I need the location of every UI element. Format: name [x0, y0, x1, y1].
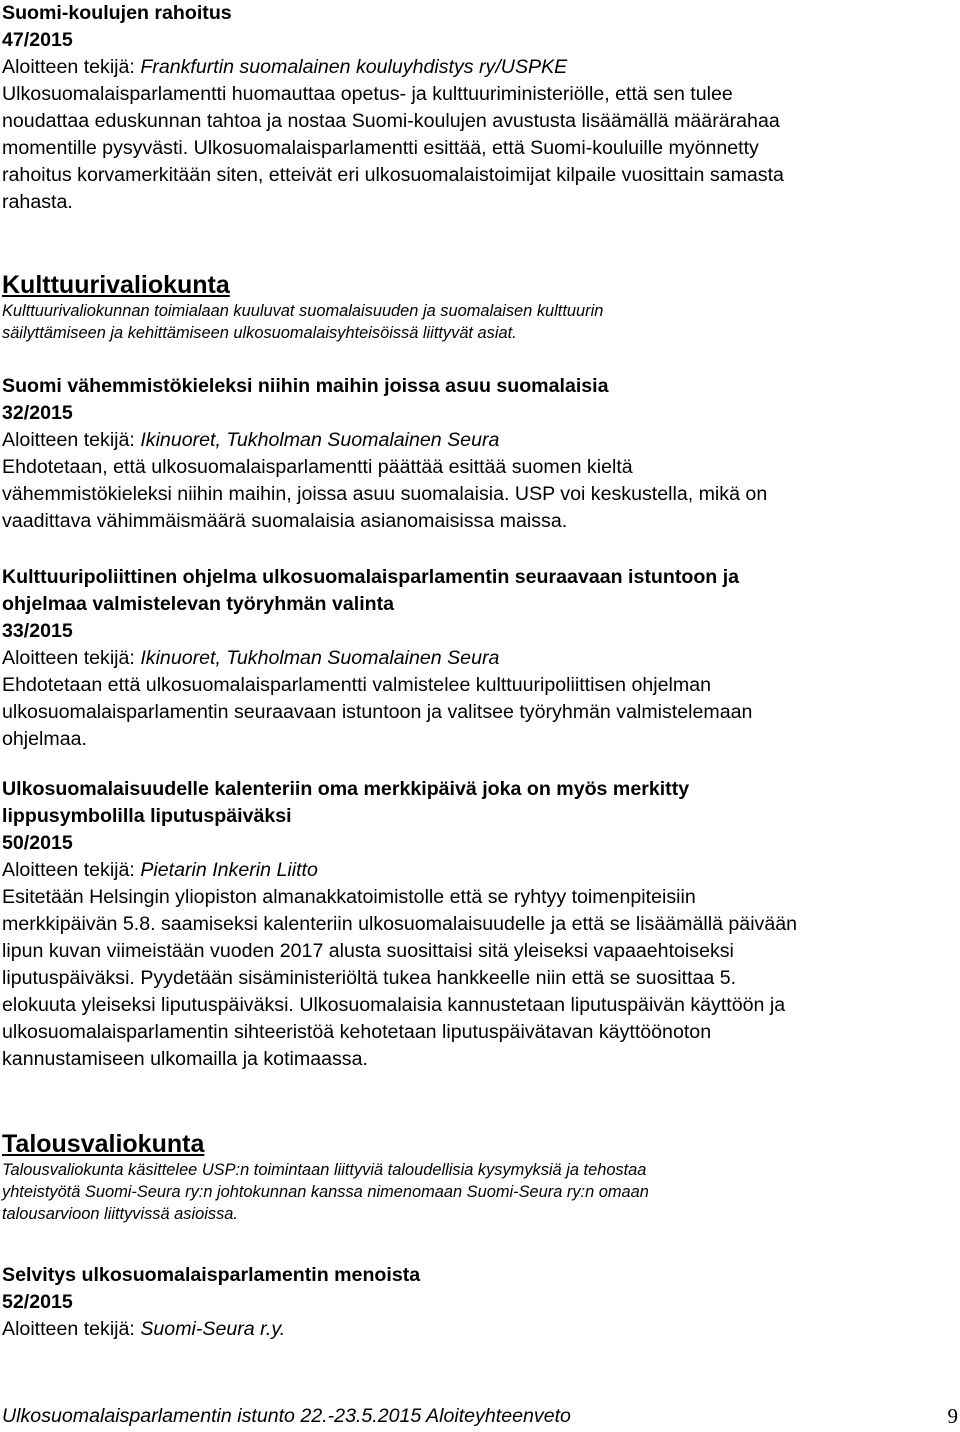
initiative-number: 50/2015: [2, 832, 73, 854]
initiator-prefix: Aloitteen tekijä:: [2, 647, 141, 669]
body-line: momentille pysyvästi. Ulkosuomalaisparlamentti esittää, että Suomi-kouluille myönnetty: [2, 137, 759, 159]
committee-kulttuurivaliokunta: [2, 270, 952, 344]
body-line: ohjelmaa.: [2, 728, 87, 750]
initiative-number: 52/2015: [2, 1291, 73, 1313]
initiative-kulttuuripoliittinen: [2, 564, 952, 753]
committee-heading: Kulttuurivaliokunta: [2, 271, 230, 299]
body-line: rahasta.: [2, 191, 73, 213]
initiative-initiator: [2, 427, 952, 454]
initiator-prefix: Aloitteen tekijä:: [2, 1318, 141, 1340]
initiative-title: ohjelmaa valmistelevan työryhmän valinta: [2, 593, 395, 615]
initiator-name: Pietarin Inkerin Liitto: [140, 859, 318, 881]
initiative-title: Ulkosuomalaisuudelle kalenteriin oma merkkipäivä joka on myös merkitty: [2, 778, 690, 800]
body-line: ulkosuomalaisparlamentin seuraavaan istuntoon ja valitsee työryhmän valmistelemaan: [2, 701, 753, 723]
initiative-title: Suomi vähemmistökieleksi niihin maihin joissa asuu suomalaisia: [2, 375, 609, 397]
committee-heading: Talousvaliokunta: [2, 1130, 205, 1158]
initiative-suomikoulut: [2, 0, 952, 216]
initiator-name: Suomi-Seura r.y.: [140, 1318, 286, 1340]
committee-description: Kulttuurivaliokunnan toimialaan kuuluvat suomalaisuuden ja suomalaisen kulttuurin: [2, 302, 604, 320]
body-line: elokuuta yleiseksi liputuspäiväksi. Ulkosuomalaisia kannustetaan liputuspäivän käyttöön ja: [2, 994, 786, 1016]
body-line: rahoitus korvamerkitään siten, etteivät eri ulkosuomalaistoimijat kilpaile vuosittain samasta: [2, 164, 784, 186]
initiative-title: Selvitys ulkosuomalaisparlamentin menoista: [2, 1264, 421, 1286]
body-line: vähemmistökieleksi niihin maihin, joissa asuu suomalaisia. USP voi keskustella, mikä on: [2, 483, 768, 505]
initiator-prefix: Aloitteen tekijä:: [2, 429, 141, 451]
initiative-number: 33/2015: [2, 620, 73, 642]
body-line: Esitetään Helsingin yliopiston almanakkatoimistolle että se ryhtyy toimenpiteisiin: [2, 886, 696, 908]
body-line: noudattaa eduskunnan tahtoa ja nostaa Suomi-koulujen avustusta lisäämällä määrärahaa: [2, 110, 780, 132]
body-line: kannustamiseen ulkomailla ja kotimaassa.: [2, 1048, 368, 1070]
committee-description: säilyttämiseen ja kehittämiseen ulkosuomalaisyhteisöissä liittyvät asiat.: [2, 324, 517, 342]
body-line: liputuspäiväksi. Pyydetään sisäministeriöltä tukea hankkeelle niin että se suosittaa 5.: [2, 967, 737, 989]
initiative-title: Kulttuuripoliittinen ohjelma ulkosuomalaisparlamentin seuraavaan istuntoon ja: [2, 566, 740, 588]
body-line: Ehdotetaan että ulkosuomalaisparlamentti valmistelee kulttuuripoliittisen ohjelman: [2, 674, 712, 696]
initiative-initiator: [2, 1316, 952, 1343]
initiative-vahemmistokieli: [2, 373, 952, 535]
body-line: Ehdotetaan, että ulkosuomalaisparlamentti päättää esittää suomen kieltä: [2, 456, 633, 478]
initiative-merkkipaiva: [2, 776, 952, 1073]
initiator-prefix: Aloitteen tekijä:: [2, 859, 141, 881]
page-footer: [2, 1402, 958, 1430]
initiator-name: Frankfurtin suomalainen kouluyhdistys ry/USPKE: [140, 56, 568, 78]
footer-title: Ulkosuomalaisparlamentin istunto 22.-23.5.2015 Aloiteyhteenveto: [2, 1405, 571, 1427]
body-line: Ulkosuomalaisparlamentti huomauttaa opetus- ja kulttuuriministeriölle, että sen tulee: [2, 83, 733, 105]
page-number: 9: [947, 1404, 958, 1428]
body-line: merkkipäivän 5.8. saamiseksi kalenteriin ulkosuomalaisuudelle ja että se lisäämällä päivään: [2, 913, 798, 935]
body-line: lipun kuvan viimeistään vuoden 2017 alusta suosittaisi sitä yleiseksi vapaaehtoiseksi: [2, 940, 734, 962]
initiative-initiator: [2, 857, 952, 884]
committee-description: Talousvaliokunta käsittelee USP:n toimintaan liittyviä taloudellisia kysymyksiä ja tehostaa: [2, 1161, 647, 1179]
initiative-title: Suomi-koulujen rahoitus: [2, 2, 232, 24]
initiative-number: 32/2015: [2, 402, 73, 424]
initiative-initiator: [2, 54, 952, 81]
initiative-title: lippusymbolilla liputuspäiväksi: [2, 805, 292, 827]
committee-description: yhteistyötä Suomi-Seura ry:n johtokunnan kanssa nimenomaan Suomi-Seura ry:n omaan: [2, 1183, 649, 1201]
initiative-menot: [2, 1262, 952, 1343]
initiative-number: 47/2015: [2, 29, 73, 51]
committee-description: talousarvioon liittyvissä asioissa.: [2, 1205, 238, 1223]
initiator-prefix: Aloitteen tekijä:: [2, 56, 141, 78]
initiative-initiator: [2, 645, 952, 672]
initiator-name: Ikinuoret, Tukholman Suomalainen Seura: [140, 429, 500, 451]
body-line: ulkosuomalaisparlamentin sihteeristöä kehotetaan liputuspäivätavan käyttöönoton: [2, 1021, 712, 1043]
body-line: vaadittava vähimmäismäärä suomalaisia asianomaisissa maissa.: [2, 510, 568, 532]
initiator-name: Ikinuoret, Tukholman Suomalainen Seura: [140, 647, 500, 669]
committee-talousvaliokunta: [2, 1129, 952, 1225]
